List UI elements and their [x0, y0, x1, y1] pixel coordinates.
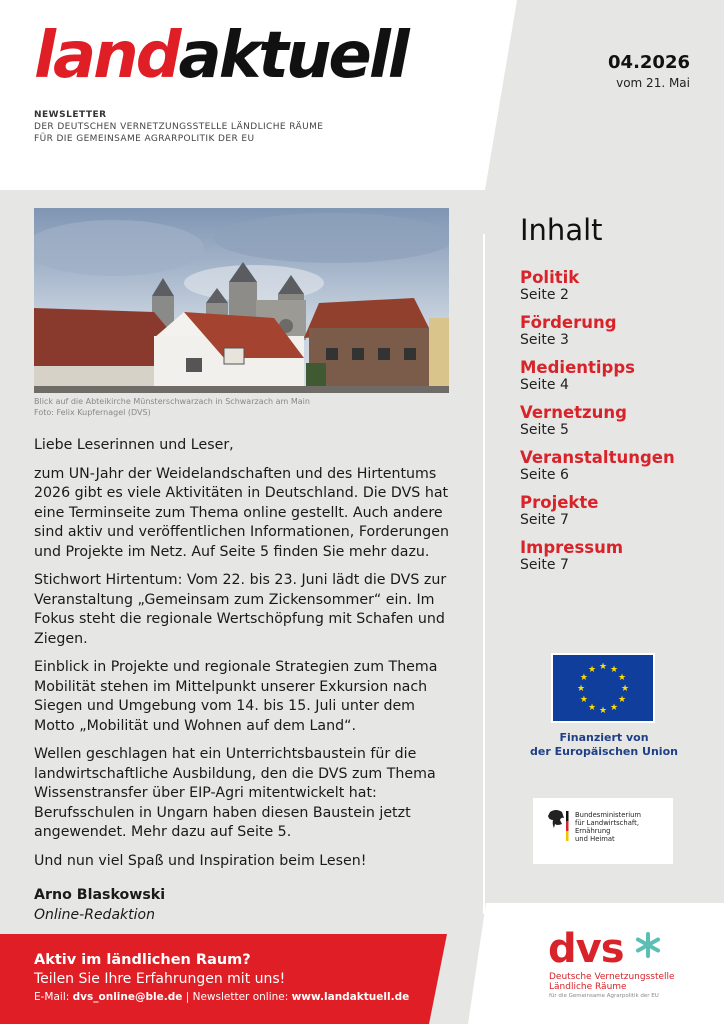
toc-item-politik[interactable] — [520, 268, 579, 304]
toc-item-page: Seite 5 — [520, 422, 569, 438]
bmel-line1: Bundesministerium — [575, 811, 642, 819]
eu-star: ★ — [576, 684, 586, 694]
eu-flag-icon — [551, 653, 655, 723]
toc-item-impressum[interactable] — [520, 538, 623, 574]
letter-greeting: Liebe Leserinnen und Leser, — [34, 437, 234, 453]
eu-star: ★ — [587, 703, 597, 714]
footer-separator: | — [185, 991, 190, 1003]
eu-star: ★ — [598, 662, 608, 672]
abbey-illustration — [34, 208, 449, 393]
toc-item-title[interactable]: Impressum — [520, 538, 624, 557]
letter-paragraph: Einblick in Projekte und regionale Strategien zum Thema Mobilität stehen im Mittelpunkt unserer Exkursion nach Siegen und Umgebung vom 14. bis 15. Juli unter dem Motto „Mobilität und Wohnen auf dem Land“. — [34, 659, 438, 734]
dvs-line2: Ländliche Räume — [549, 982, 627, 992]
author-name: Arno Blaskowski — [34, 887, 166, 903]
photo-caption: Blick auf die Abteikirche Münsterschwarzach in Schwarzach am Main — [34, 397, 310, 406]
eagle-icon — [533, 798, 573, 864]
author-role: Online-Redaktion — [34, 907, 155, 923]
eu-star: ★ — [609, 703, 619, 714]
eu-star: ★ — [609, 664, 619, 675]
dvs-asterisk-icon — [634, 931, 662, 959]
column-divider — [483, 234, 485, 914]
photo-credit: Foto: Felix Kupfernagel (DVS) — [34, 408, 151, 417]
eu-star: ★ — [618, 673, 627, 683]
newsletter-label: Newsletter online: — [192, 991, 289, 1003]
cover-photo — [34, 208, 449, 393]
toc-item-title[interactable]: Förderung — [520, 313, 617, 332]
dvs-logo: dvs — [548, 926, 624, 972]
bmel-line2: für Landwirtschaft, Ernährung — [575, 819, 639, 835]
bmel-logo — [533, 798, 673, 864]
letter-paragraph: Stichwort Hirtentum: Vom 22. bis 23. Juni lädt die DVS zur Veranstaltung „Gemeinsam zum Zickensommer“ ein. Im Fokus steht die regionale Wertschöpfung mit Schafen und Ziegen. — [34, 572, 447, 647]
eu-star: ★ — [618, 695, 627, 705]
toc-item-veranstaltungen[interactable] — [520, 448, 675, 484]
letter-paragraph: zum UN-Jahr der Weidelandschaften und des Hirtentums 2026 gibt es viele Aktivitäten in Deutschland. Die DVS hat eine Terminseite zum Thema online gestellt. Auch andere sind aktiv und veröffentlichen Informationen, Forderungen und Projekte im Netz. Auf Seite 5 finden Sie mehr dazu. — [34, 465, 450, 560]
email-link[interactable]: dvs_online@ble.de — [72, 991, 183, 1003]
toc-item-title[interactable]: Medientipps — [520, 358, 636, 377]
logo-aktuell: aktuell — [178, 19, 407, 93]
toc-item-title[interactable]: Politik — [520, 268, 580, 287]
toc-item-medientipps[interactable] — [520, 358, 635, 394]
footer-subline: Teilen Sie Ihre Erfahrungen mit uns! — [34, 971, 286, 987]
letter-paragraph: Wellen geschlagen hat ein Unterrichtsbaustein für die landwirtschaftliche Ausbildung, den die DVS zum Thema Wissenstransfer über EIP-Agri mitentwickelt hat: Berufsschulen in Ungarn haben diesen Baustein jetzt angewendet. Mehr dazu auf Seite 5. — [34, 746, 436, 840]
footer-contact — [34, 991, 409, 1003]
newsletter-subtitle-line1: DER DEUTSCHEN VERNETZUNGSSTELLE LÄNDLICHE RÄUME — [34, 122, 324, 132]
letter-closing: Und nun viel Spaß und Inspiration beim Lesen! — [34, 852, 367, 869]
toc-item-page: Seite 4 — [520, 377, 569, 393]
toc-item-page: Seite 2 — [520, 287, 569, 303]
eu-star: ★ — [620, 684, 630, 694]
dvs-line3: für die Gemeinsame Agrarpolitik der EU — [549, 993, 659, 999]
eu-funding-line1: Finanziert von — [559, 731, 649, 744]
toc-item-page: Seite 6 — [520, 467, 569, 483]
newsletter-label: NEWSLETTER — [34, 110, 107, 120]
footer-headline: Aktiv im ländlichen Raum? — [34, 952, 251, 968]
newsletter-subtitle-line2: FÜR DIE GEMEINSAME AGRARPOLITIK DER EU — [34, 134, 255, 144]
toc-item-title[interactable]: Projekte — [520, 493, 599, 512]
bmel-text — [575, 811, 673, 843]
eu-star: ★ — [579, 673, 588, 683]
eu-funding-line2: der Europäischen Union — [530, 745, 678, 758]
toc-item-vernetzung[interactable] — [520, 403, 627, 439]
issue-date: vom 21. Mai — [616, 76, 690, 90]
logo-land: land — [34, 19, 179, 93]
toc-item-page: Seite 3 — [520, 332, 569, 348]
issue-number: 04.2026 — [608, 52, 690, 73]
email-label: E-Mail: — [34, 991, 70, 1003]
newsletter-link[interactable]: www.landaktuell.de — [291, 991, 410, 1003]
editorial-letter — [34, 436, 452, 880]
dvs-line1: Deutsche Vernetzungsstelle — [549, 972, 675, 982]
toc-item-foerderung[interactable] — [520, 313, 617, 349]
toc-title: Inhalt — [520, 213, 603, 247]
toc-item-title[interactable]: Veranstaltungen — [520, 448, 675, 467]
eu-star: ★ — [587, 664, 597, 675]
landaktuell-logo — [34, 19, 407, 93]
toc-item-page: Seite 7 — [520, 512, 569, 528]
toc-item-title[interactable]: Vernetzung — [520, 403, 627, 422]
toc-item-projekte[interactable] — [520, 493, 598, 529]
toc-item-page: Seite 7 — [520, 557, 569, 573]
eu-star: ★ — [598, 706, 608, 716]
bmel-line3: und Heimat — [575, 835, 615, 843]
eu-star: ★ — [579, 695, 588, 705]
